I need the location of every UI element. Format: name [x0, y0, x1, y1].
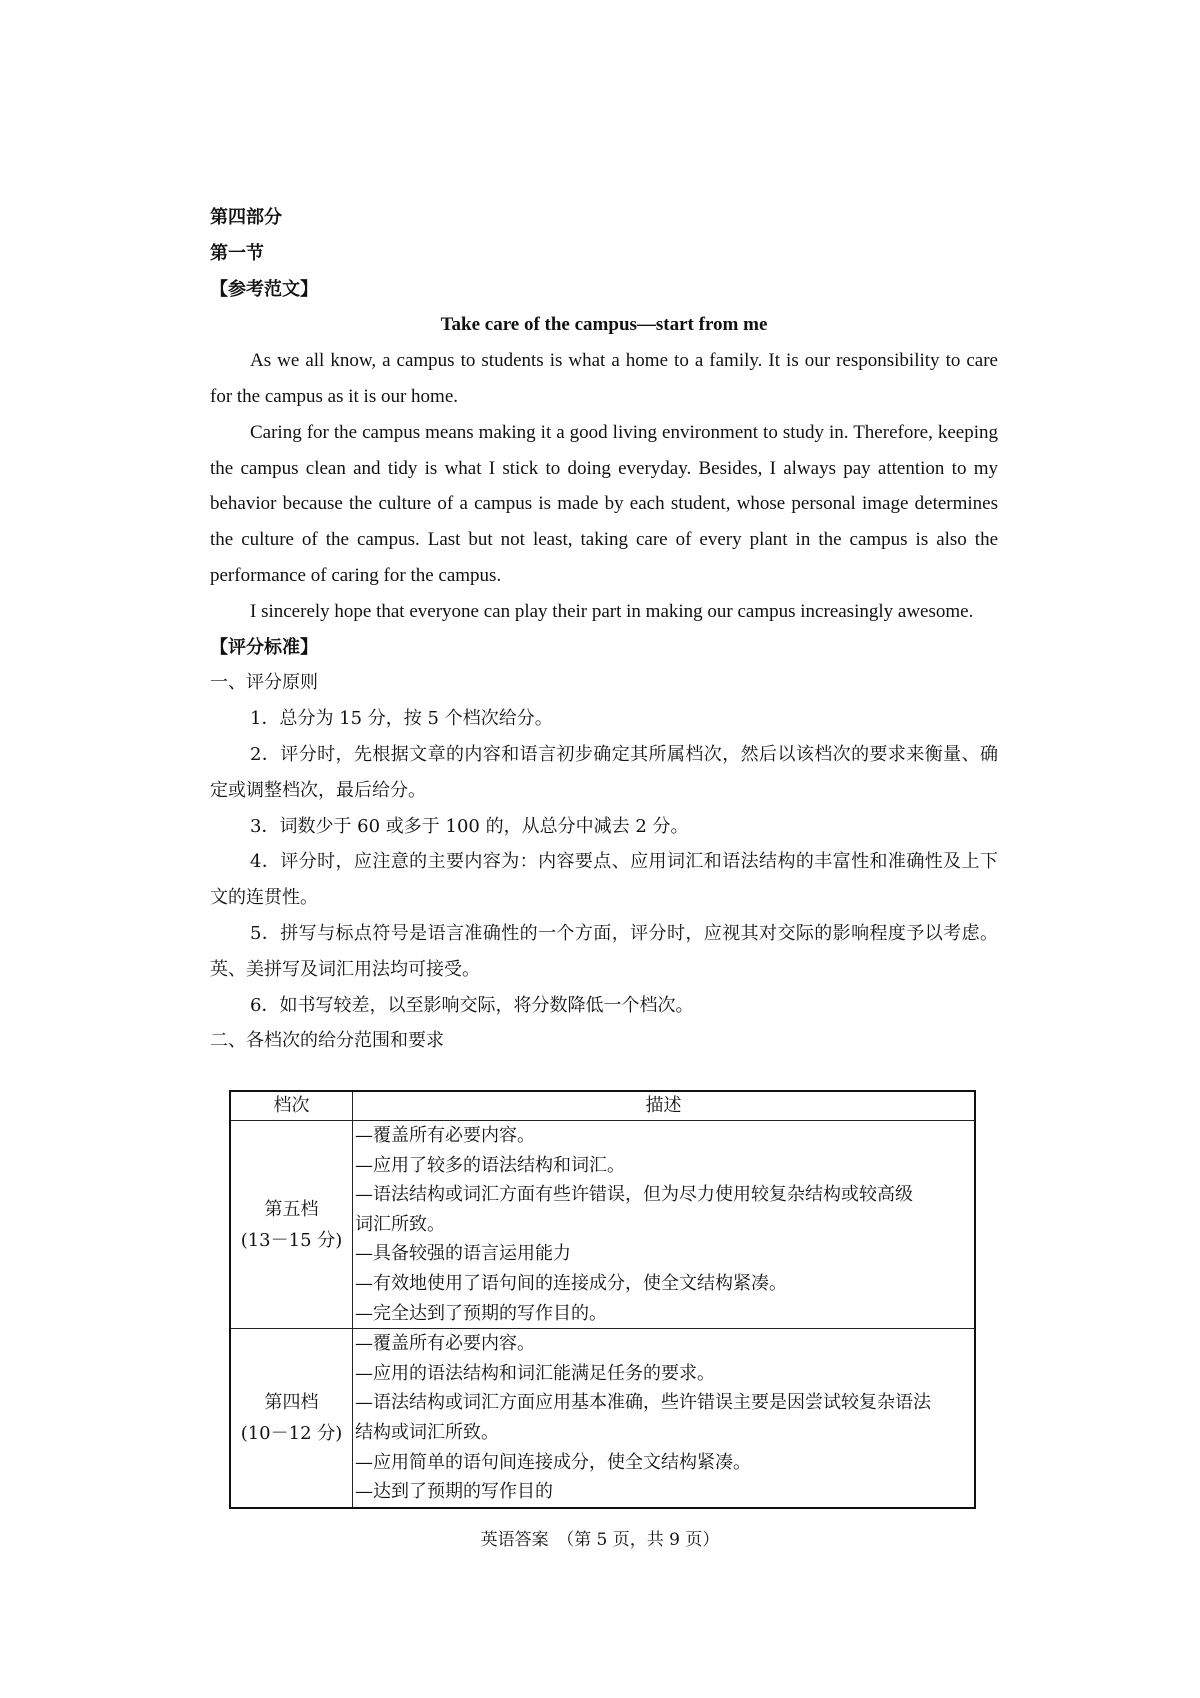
description-line: —完全达到了预期的写作目的。: [355, 1302, 607, 1324]
criteria-label: 【评分标准】: [210, 636, 318, 658]
essay-title: Take care of the campus—start from me: [440, 314, 768, 336]
description-line: 词汇所致。: [355, 1213, 445, 1235]
principle-item: 1．总分为 15 分，按 5 个档次给分。: [250, 708, 553, 730]
description-line: —应用了较多的语法结构和词汇。: [355, 1154, 625, 1176]
essay-paragraph: I sincerely hope that everyone can play their part in making our campus increasingly awesome.: [250, 600, 974, 622]
table-header-row: [230, 1091, 975, 1121]
band-cell: [230, 1329, 353, 1508]
principle-item: 5．拼写与标点符号是语言准确性的一个方面，评分时，应视其对交际的影响程度予以考虑。英、美拼写及词汇用法均可接受。: [210, 922, 998, 980]
principles-heading: 一、评分原则: [210, 672, 318, 694]
principle-item: 4．评分时，应注意的主要内容为：内容要点、应用词汇和语法结构的丰富性和准确性及上下文的连贯性。: [210, 851, 998, 909]
rubric-table: [229, 1090, 976, 1509]
page-footer: 英语答案 （第 5 页，共 9 页）: [480, 1530, 720, 1550]
principle-item: 3．词数少于 60 或多于 100 的，从总分中减去 2 分。: [250, 815, 689, 837]
description-line: —有效地使用了语句间的连接成分，使全文结构紧凑。: [355, 1272, 787, 1294]
sample-essay-label: 【参考范文】: [210, 278, 318, 300]
description-line: 结构或词汇所致。: [355, 1421, 499, 1443]
principle-item: 6．如书写较差，以至影响交际，将分数降低一个档次。: [250, 994, 694, 1016]
section-heading: 第一节: [210, 242, 264, 264]
description-line: —应用简单的语句间连接成分，使全文结构紧凑。: [355, 1451, 751, 1473]
principle-item: 2．评分时，先根据文章的内容和语言初步确定其所属档次，然后以该档次的要求来衡量、确定或调整档次，最后给分。: [210, 743, 998, 801]
page-content: [210, 200, 998, 1059]
description-line: —达到了预期的写作目的: [355, 1481, 553, 1503]
description-line: —具备较强的语言运用能力: [355, 1243, 571, 1265]
description-line: —语法结构或词汇方面有些许错误，但为尽力使用较复杂结构或较高级: [355, 1184, 913, 1206]
description-line: —覆盖所有必要内容。: [355, 1333, 535, 1355]
essay-paragraph: As we all know, a campus to students is what a home to a family. It is our responsibility to care for the campus as it is our home.: [210, 350, 998, 407]
bands-heading: 二、各档次的给分范围和要求: [210, 1030, 444, 1052]
description-cell: [353, 1329, 976, 1508]
essay-paragraph: Caring for the campus means making it a good living environment to study in. Therefore, keeping the campus clean and tidy is what I stick to doing everyday. Besides, I always pay attention to my behavior because the culture of a campus is made by each student, whose personal image determines the culture of the campus. Last but not least, taking care of every plant in the campus is also the performance of caring for the campus.: [210, 421, 998, 586]
table-row: [230, 1121, 975, 1329]
table-row: [230, 1329, 975, 1508]
description-cell: [353, 1121, 976, 1329]
description-line: —应用的语法结构和词汇能满足任务的要求。: [355, 1362, 715, 1384]
band-name: 第四档: [264, 1391, 319, 1413]
band-cell: [230, 1121, 353, 1329]
band-name: 第五档: [264, 1198, 319, 1220]
description-line: —语法结构或词汇方面应用基本准确，些许错误主要是因尝试较复杂语法: [355, 1392, 931, 1414]
band-range: (10－12 分): [240, 1422, 343, 1444]
band-range: (13－15 分): [240, 1229, 343, 1251]
column-header-band: 档次: [230, 1091, 353, 1121]
description-line: —覆盖所有必要内容。: [355, 1125, 535, 1146]
column-header-description: 描述: [353, 1091, 976, 1121]
part-heading: 第四部分: [210, 207, 282, 228]
